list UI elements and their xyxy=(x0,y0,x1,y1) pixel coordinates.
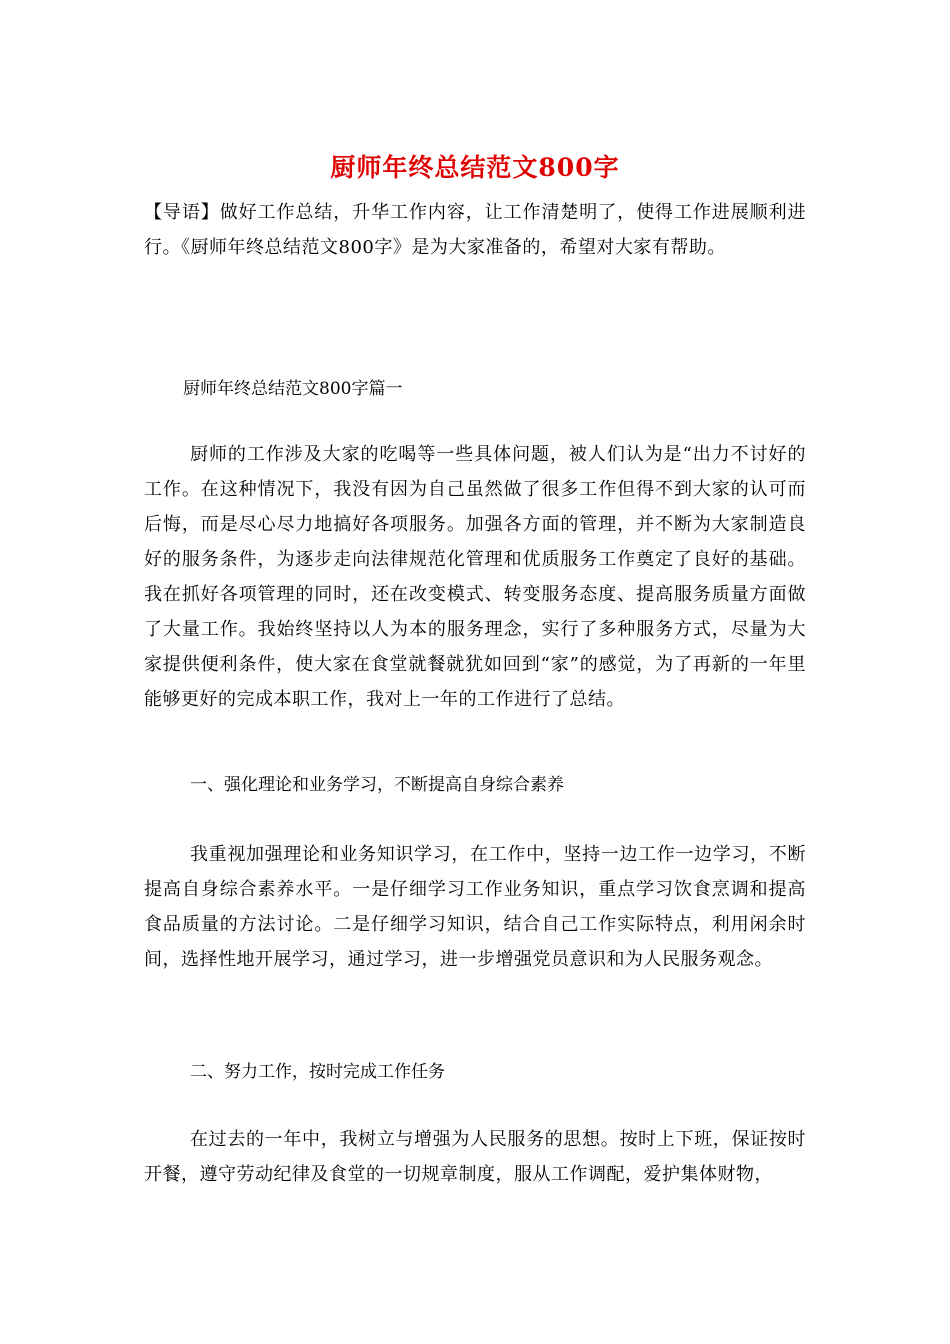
intro-paragraph: 【导语】做好工作总结，升华工作内容，让工作清楚明了，使得工作进展顺利进行。《厨师年终总结范文800字》是为大家准备的，希望对大家有帮助。 xyxy=(144,202,806,258)
body-paragraph-3: 在过去的一年中，我树立与增强为人民服务的思想。按时上下班，保证按时开餐，遵守劳动纪律及食堂的一切规章制度，服从工作调配，爱护集体财物， xyxy=(144,1129,806,1185)
body-paragraph-1: 厨师的工作涉及大家的吃喝等一些具体问题，被人们认为是“出力不讨好的工作。在这种情况下，我没有因为自己虽然做了很多工作但得不到大家的认可而后悔，而是尽心尽力地搞好各项服务。加强各方面的管理，并不断为大家制造良好的服务条件，为逐步走向法律规范化管理和优质服务工作奠定了良好的基础。我在抓好各项管理的同时，还在改变模式、转变服务态度、提高服务质量方面做了大量工作。我始终坚持以人为本的服务理念，实行了多种服务方式，尽量为大家提供便利条件，使大家在食堂就餐就犹如回到“家”的感觉，为了再新的一年里能够更好的完成本职工作，我对上一年的工作进行了总结。 xyxy=(144,444,806,710)
section-heading-2: 二、努力工作，按时完成工作任务 xyxy=(190,1062,445,1082)
document-title: 厨师年终总结范文800字 xyxy=(330,153,620,182)
section-title: 厨师年终总结范文800字篇一 xyxy=(183,379,403,399)
body-paragraph-2: 我重视加强理论和业务知识学习，在工作中，坚持一边工作一边学习，不断提高自身综合素养水平。一是仔细学习工作业务知识，重点学习饮食烹调和提高食品质量的方法讨论。二是仔细学习知识，结合自己工作实际特点，利用闲余时间，选择性地开展学习，通过学习，进一步增强党员意识和为人民服务观念。 xyxy=(144,844,806,970)
section-heading-1: 一、强化理论和业务学习，不断提高自身综合素养 xyxy=(190,775,564,795)
